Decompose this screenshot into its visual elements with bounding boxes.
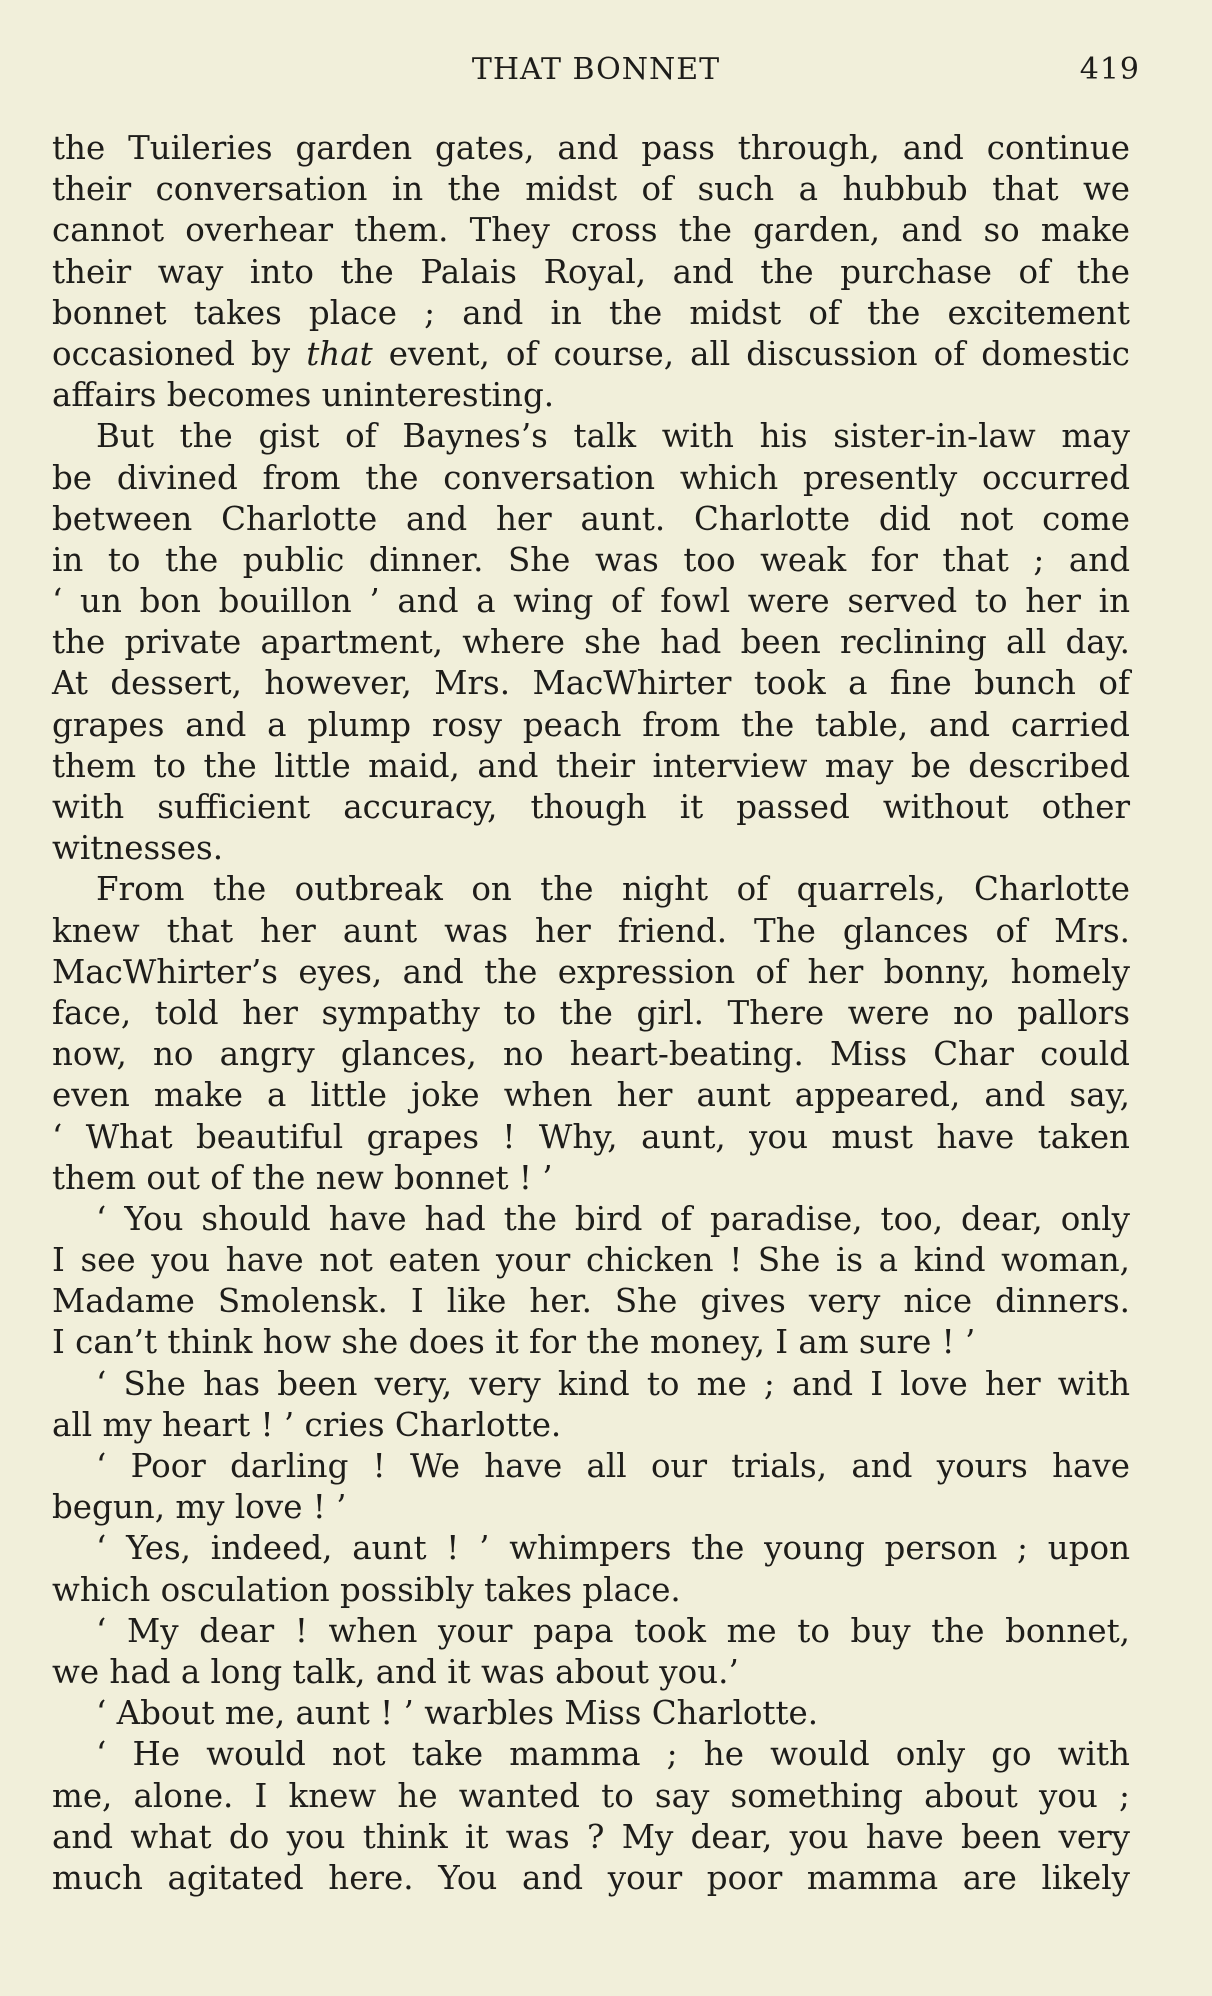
text-line: with sufficient accuracy, though it passed without other xyxy=(52,788,1130,826)
text-line: But the gist of Baynes’s talk with his sister-in-law may xyxy=(96,417,1130,456)
text-line: ‘ You should have had the bird of paradise, too, dear, only xyxy=(96,1199,1130,1238)
text-fragment: occasioned by xyxy=(52,334,307,373)
text-line: begun, my love ! ’ xyxy=(52,1488,347,1527)
text-line: between Charlotte and her aunt. Charlotte did not come xyxy=(52,499,1130,538)
text-line: their way into the Palais Royal, and the purchase of the xyxy=(52,252,1130,291)
chapter-title: THAT BONNET xyxy=(471,52,721,87)
text-line: their conversation in the midst of such a hubbub that we xyxy=(52,170,1130,209)
text-line: ‘ What beautiful grapes ! Why, aunt, you must have taken xyxy=(52,1117,1130,1156)
text-line: ‘ un bon bouillon ’ and a wing of fowl were served to her in xyxy=(52,582,1130,621)
text-line: ‘ My dear ! when your papa took me to buy the bonnet, xyxy=(96,1611,1130,1650)
text-line: I see you have not eaten your chicken ! She is a kind woman, xyxy=(52,1241,1130,1280)
text-line: the Tuileries garden gates, and pass through, and continue xyxy=(52,129,1130,167)
body-text xyxy=(52,128,1130,1899)
text-fragment: event, of course, all discussion of domestic xyxy=(372,334,1130,373)
text-line: From the outbreak on the night of quarrels, Charlotte xyxy=(96,870,1130,909)
text-line: ‘ Poor darling ! We have all our trials, and yours have xyxy=(96,1447,1130,1485)
text-line: be divined from the conversation which presently occurred xyxy=(52,458,1130,497)
text-line: face, told her sympathy to the girl. There were no pallors xyxy=(52,993,1130,1032)
page-number: 419 xyxy=(1079,52,1140,87)
text-line: now, no angry glances, no heart-beating. Miss Char could xyxy=(52,1035,1130,1074)
text-line: ‘ About me, aunt ! ’ warbles Miss Charlotte. xyxy=(96,1694,819,1733)
text-line: we had a long talk, and it was about you.’ xyxy=(52,1652,739,1691)
text-line: I can’t think how she does it for the money, I am sure ! ’ xyxy=(52,1323,976,1362)
italic-word: that xyxy=(306,334,373,373)
text-line: them to the little maid, and their interview may be described xyxy=(52,746,1130,785)
text-line: me, alone. I knew he wanted to say something about you ; xyxy=(52,1776,1130,1815)
text-line: all my heart ! ’ cries Charlotte. xyxy=(52,1405,562,1444)
text-line: even make a little joke when her aunt appeared, and say, xyxy=(52,1076,1130,1115)
text-line xyxy=(52,334,1130,375)
text-line: them out of the new bonnet ! ’ xyxy=(52,1158,553,1197)
text-line: cannot overhear them. They cross the garden, and so make xyxy=(52,211,1130,250)
text-line: knew that her aunt was her friend. The glances of Mrs. xyxy=(52,911,1130,950)
text-line: witnesses. xyxy=(52,829,224,868)
text-line: the private apartment, where she had been reclining all day. xyxy=(52,623,1130,662)
text-line: which osculation possibly takes place. xyxy=(52,1570,681,1609)
text-line: in to the public dinner. She was too weak for that ; and xyxy=(52,540,1130,579)
text-line: ‘ He would not take mamma ; he would only go with xyxy=(96,1735,1130,1774)
text-line: bonnet takes place ; and in the midst of the excitement xyxy=(52,293,1130,332)
text-line: affairs becomes uninteresting. xyxy=(52,376,555,415)
text-line: and what do you think it was ? My dear, you have been very xyxy=(52,1817,1130,1856)
text-line: Madame Smolensk. I like her. She gives very nice dinners. xyxy=(52,1282,1130,1321)
text-line: ‘ Yes, indeed, aunt ! ’ whimpers the young person ; upon xyxy=(96,1529,1130,1568)
text-line: much agitated here. You and your poor mamma are likely xyxy=(52,1858,1130,1897)
text-line: ‘ She has been very, very kind to me ; and I love her with xyxy=(96,1364,1130,1403)
running-head xyxy=(56,52,1140,96)
text-line: At dessert, however, Mrs. MacWhirter took a fine bunch of xyxy=(52,664,1130,703)
text-line: grapes and a plump rosy peach from the table, and carried xyxy=(52,705,1130,744)
text-line: MacWhirter’s eyes, and the expression of her bonny, homely xyxy=(52,952,1130,991)
